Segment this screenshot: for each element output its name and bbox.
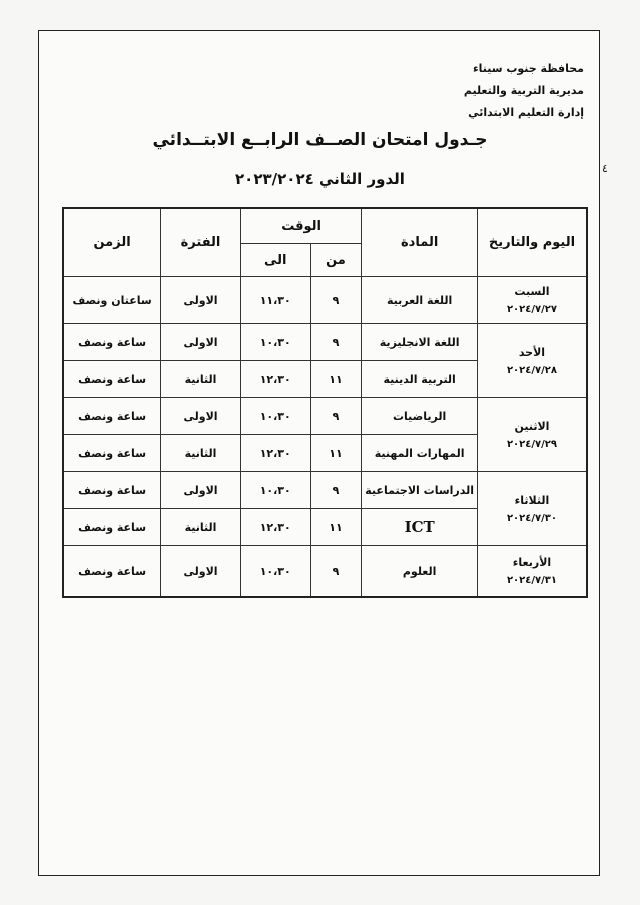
header-duration: الزمن (63, 208, 161, 277)
period-cell: الاولى (161, 546, 241, 598)
from-cell: ٩ (310, 472, 362, 509)
subject-cell: التربية الدينية (362, 361, 478, 398)
from-cell: ١١ (310, 509, 362, 546)
to-cell: ١٢،٣٠ (240, 509, 310, 546)
header-subject: المادة (362, 208, 478, 277)
to-cell: ١٠،٣٠ (240, 398, 310, 435)
header-to: الى (240, 244, 310, 277)
day-cell (477, 398, 587, 472)
day-name: السبت (514, 285, 550, 298)
day-name: الاثنين (514, 419, 550, 433)
period-cell: الاولى (161, 277, 241, 324)
period-cell: الاولى (161, 398, 241, 435)
governorate-label: محافظة جنوب سيناء (472, 62, 584, 75)
duration-cell: ساعتان ونصف (63, 277, 161, 324)
to-cell: ١٢،٣٠ (240, 361, 310, 398)
from-cell: ٩ (310, 324, 362, 361)
day-cell (477, 546, 587, 598)
to-cell: ١٢،٣٠ (240, 435, 310, 472)
subject-cell: الدراسات الاجتماعية (362, 472, 478, 509)
period-cell: الاولى (161, 324, 241, 361)
day-name: الثلاثاء (514, 493, 550, 507)
document-title: جـدول امتحان الصــف الرابــع الابتــدائي (152, 130, 488, 150)
day-date: ٢٠٢٤/٧/٣٠ (506, 512, 557, 524)
subject-cell: اللغة العربية (362, 277, 478, 324)
period-cell: الاولى (161, 472, 241, 509)
subject-cell: المهارات المهنية (362, 435, 478, 472)
period-cell: الثانية (161, 509, 241, 546)
margin-mark: ٤ (602, 162, 608, 175)
duration-cell: ساعة ونصف (63, 472, 161, 509)
day-date: ٢٠٢٤/٧/٣١ (506, 575, 557, 586)
day-date: ٢٠٢٤/٧/٢٧ (506, 304, 557, 315)
period-cell: الثانية (161, 435, 241, 472)
issuer-header (464, 58, 584, 124)
directorate-label: مديرية التربية والتعليم (463, 84, 584, 97)
duration-cell: ساعة ونصف (63, 361, 161, 398)
subject-cell: الرياضيات (362, 398, 478, 435)
day-cell (477, 472, 587, 546)
from-cell: ٩ (310, 277, 362, 324)
table-row (63, 546, 587, 598)
header-from: من (310, 244, 362, 277)
from-cell: ٩ (310, 398, 362, 435)
from-cell: ١١ (310, 361, 362, 398)
day-cell (477, 324, 587, 398)
table-row (63, 277, 587, 324)
to-cell: ١٠،٣٠ (240, 472, 310, 509)
duration-cell: ساعة ونصف (63, 509, 161, 546)
to-cell: ١٠،٣٠ (240, 546, 310, 598)
exam-schedule-table (62, 207, 588, 598)
document-subtitle: الدور الثاني ٢٠٢٣/٢٠٢٤ (235, 170, 405, 188)
from-cell: ٩ (310, 546, 362, 598)
subject-cell: العلوم (362, 546, 478, 598)
table-row (63, 324, 587, 361)
administration-label: إدارة التعليم الابتدائي (468, 106, 584, 119)
day-date: ٢٠٢٤/٧/٢٩ (506, 438, 557, 450)
to-cell: ١١،٣٠ (240, 277, 310, 324)
from-cell: ١١ (310, 435, 362, 472)
day-date: ٢٠٢٤/٧/٢٨ (506, 364, 557, 376)
subject-cell: ICT (362, 509, 478, 546)
to-cell: ١٠،٣٠ (240, 324, 310, 361)
day-name: الأحد (518, 345, 546, 359)
day-name: الأربعاء (512, 556, 552, 569)
duration-cell: ساعة ونصف (63, 398, 161, 435)
duration-cell: ساعة ونصف (63, 435, 161, 472)
duration-cell: ساعة ونصف (63, 324, 161, 361)
table-row (63, 398, 587, 435)
header-day-date: اليوم والتاريخ (477, 208, 587, 277)
header-period: الفترة (161, 208, 241, 277)
subject-cell: اللغة الانجليزية (362, 324, 478, 361)
header-time: الوقت (240, 208, 361, 244)
day-cell (477, 277, 587, 324)
duration-cell: ساعة ونصف (63, 546, 161, 598)
period-cell: الثانية (161, 361, 241, 398)
table-row (63, 472, 587, 509)
